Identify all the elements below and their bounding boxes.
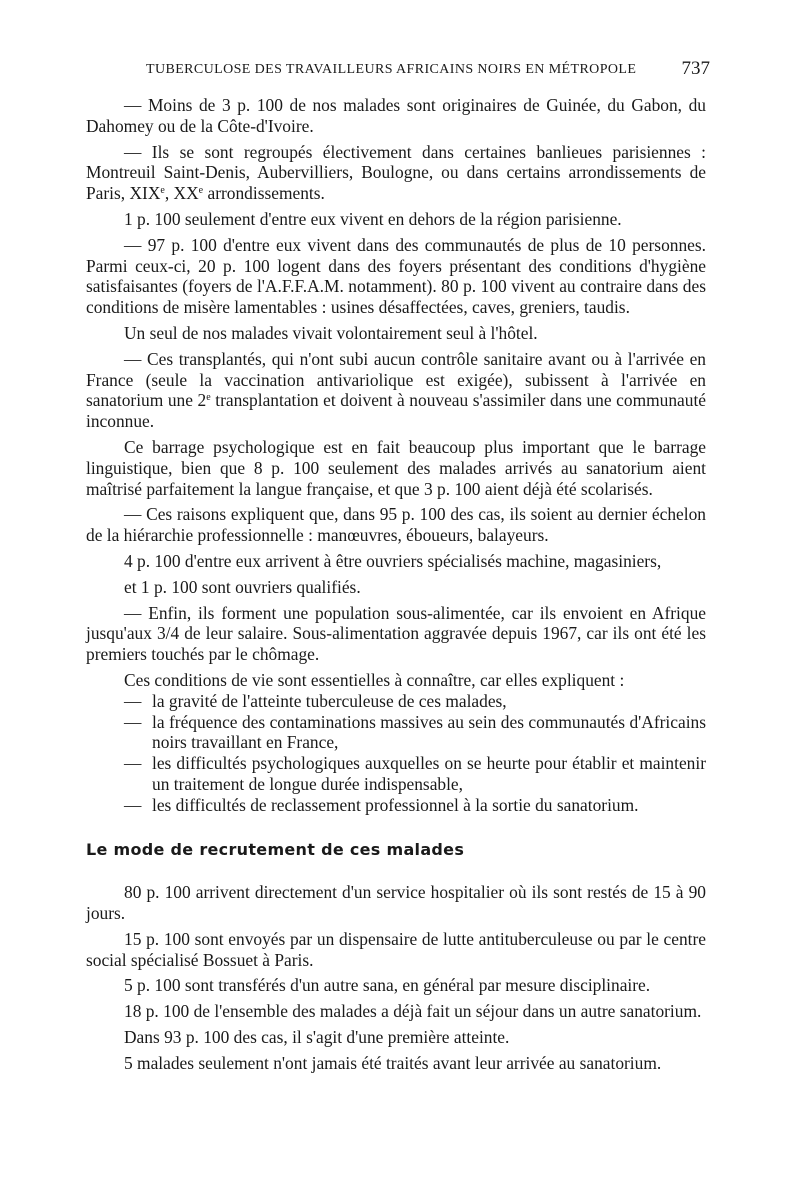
dash-marker: — [124,711,142,732]
list-item [124,795,706,816]
list-item-text: les difficultés de reclassement professionnel à la sortie du sanatorium. [152,794,639,815]
paragraph: 18 p. 100 de l'ensemble des malades a déjà fait un séjour dans un autre sanatorium. [124,1001,702,1022]
paragraph: 5 p. 100 sont transférés d'un autre sana, en général par mesure disciplinaire. [124,975,651,996]
paragraph-text: — Ces transplantés, qui n'ont subi aucun contrôle sanitaire avant ou à l'arrivée en France (seule la vaccination antivariolique est exigée), subissent à l'arrivée en sanatorium une 2 [86,348,706,411]
paragraph: — Ces raisons expliquent que, dans 95 p. 100 des cas, ils soient au dernier échelon de la hiérarchie professionnelle : manœuvres, éboueurs, balayeurs. [86,504,706,546]
list-item [124,712,706,754]
paragraph: et 1 p. 100 sont ouvriers qualifiés. [124,576,361,597]
list-item-text: la gravité de l'atteinte tuberculeuse de ces malades, [152,690,507,711]
paragraph-banlieues [86,142,706,204]
paragraph: — Moins de 3 p. 100 de nos malades sont originaires de Guinée, du Gabon, du Dahomey ou de la Côte-d'Ivoire. [86,95,706,136]
consequences-list [124,691,706,816]
superscript: e [198,185,204,197]
paragraph: 5 malades seulement n'ont jamais été traités avant leur arrivée au sanatorium. [124,1052,662,1073]
superscript: e [160,185,165,197]
page-number: 737 [681,58,710,79]
paragraph-text: — Ils se sont regroupés électivement dans certaines banlieues parisiennes : Montreuil Saint-Denis, Aubervilliers, Boulogne, ou dans certains arrondissements de Paris, XIX [86,141,706,204]
paragraph: Dans 93 p. 100 des cas, il s'agit d'une première atteinte. [124,1027,510,1048]
paragraph: 1 p. 100 seulement d'entre eux vivent en dehors de la région parisienne. [124,208,622,229]
paragraph: 4 p. 100 d'entre eux arrivent à être ouvriers spécialisés machine, magasiniers, [124,550,662,571]
paragraph: Un seul de nos malades vivait volontairement seul à l'hôtel. [124,322,538,343]
list-item-text: la fréquence des contaminations massives au sein des communautés d'Africains noirs travaillant en France, [152,711,706,753]
section-title: Le mode de recrutement de ces malades [86,839,465,859]
list-item [124,691,706,712]
dash-marker: — [124,690,142,711]
paragraph-text: transplantation et doivent à nouveau s'assimiler dans une communauté inconnue. [86,390,706,432]
list-item-text: les difficultés psychologiques auxquelles on se heurte pour établir et maintenir un traitement de longue durée indispensable, [152,753,706,794]
paragraph-transplantes [86,349,706,432]
paragraph: Ce barrage psychologique est en fait beaucoup plus important que le barrage linguistique, bien que 8 p. 100 seulement des malades arrivés au sanatorium aient maîtrisé parfaitement la langue française, et que 3 p. 100 aient déjà été scolarisés. [86,436,706,499]
paragraph: — 97 p. 100 d'entre eux vivent dans des communautés de plus de 10 personnes. Parmi ceux-ci, 20 p. 100 logent dans des foyers présentant des conditions d'hygiène satisfaisantes (foyers de l'A.F.F.A.M. notamment). 80 p. 100 vivent au contraire dans des conditions de misère lamentables : usines désaffectées, caves, greniers, taudis. [86,234,706,318]
paragraph: 15 p. 100 sont envoyés par un dispensaire de lutte antituberculeuse ou par le centre social spécialisé Bossuet à Paris. [86,928,706,970]
paragraph-text: arrondissements. [203,183,325,204]
list-item [124,753,706,795]
running-header [146,58,710,79]
superscript: e [206,392,211,404]
paragraph: Ces conditions de vie sont essentielles à connaître, car elles expliquent : [124,669,625,690]
paragraph-text: , XX [164,183,199,204]
paragraph: 80 p. 100 arrivent directement d'un service hospitalier où ils sont restés de 15 à 90 jours. [86,882,706,924]
paragraph: — Enfin, ils forment une population sous-alimentée, car ils envoient en Afrique jusqu'aux 3/4 de leur salaire. Sous-alimentation aggravée depuis 1967, car ils ont été les premiers touchés par le chômage. [86,602,706,665]
running-title: TUBERCULOSE DES TRAVAILLEURS AFRICAINS NOIRS EN MÉTROPOLE [146,62,637,77]
page-body [86,95,706,1079]
dash-marker: — [124,794,142,815]
dash-marker: — [124,753,142,774]
